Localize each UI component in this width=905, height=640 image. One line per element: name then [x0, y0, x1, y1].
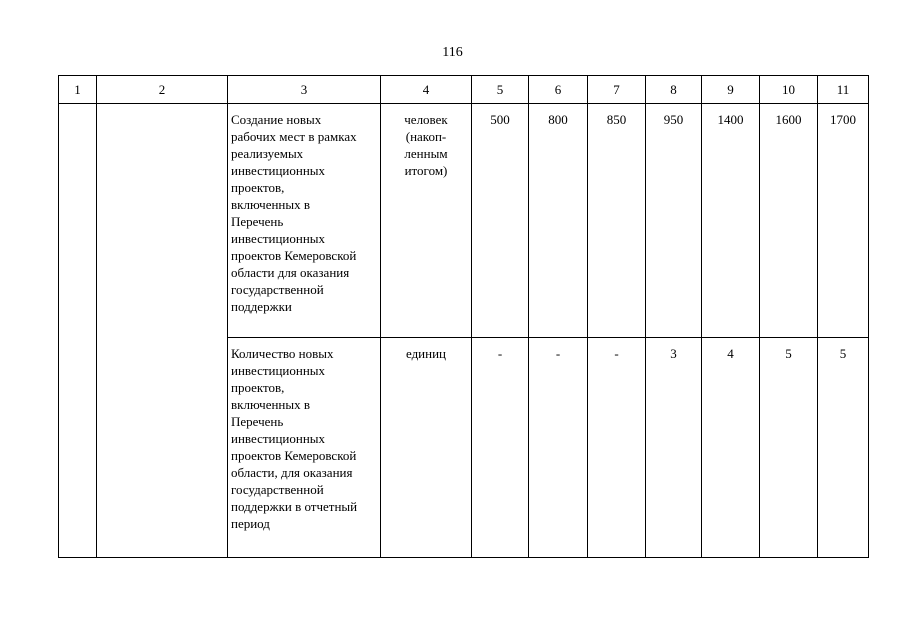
- column-header: 7: [588, 76, 646, 104]
- table-row: [59, 104, 869, 338]
- value-cell: -: [588, 338, 646, 558]
- column-header: 6: [529, 76, 588, 104]
- value-cell: 950: [646, 104, 702, 338]
- indicator-unit: единиц: [381, 338, 472, 558]
- column-header: 3: [228, 76, 381, 104]
- value-cell: -: [529, 338, 588, 558]
- column-header: 2: [97, 76, 228, 104]
- empty-cell-col2: [97, 104, 228, 558]
- value-cell: 1400: [702, 104, 760, 338]
- indicator-description: Количество новых инвестиционных проектов, включенных в Перечень инвестиционных проектов Кемеровской области, для оказания государственной поддержки в отчетный период: [228, 338, 381, 558]
- column-header: 10: [760, 76, 818, 104]
- indicator-description: Создание новых рабочих мест в рамках реализуемых инвестиционных проектов, включенных в Перечень инвестиционных проектов Кемеровской области для оказания государственной поддержки: [228, 104, 381, 338]
- column-header: 11: [818, 76, 869, 104]
- value-cell: 4: [702, 338, 760, 558]
- value-cell: 5: [760, 338, 818, 558]
- value-cell: 500: [472, 104, 529, 338]
- value-cell: 1600: [760, 104, 818, 338]
- empty-cell-col1: [59, 104, 97, 558]
- indicator-table: [58, 75, 869, 558]
- value-cell: 5: [818, 338, 869, 558]
- header-row: [59, 76, 869, 104]
- column-header: 1: [59, 76, 97, 104]
- value-cell: 3: [646, 338, 702, 558]
- column-header: 9: [702, 76, 760, 104]
- page-number: 116: [442, 45, 463, 60]
- column-header: 4: [381, 76, 472, 104]
- value-cell: 1700: [818, 104, 869, 338]
- value-cell: 850: [588, 104, 646, 338]
- indicator-unit: человек (накоп- ленным итогом): [381, 104, 472, 338]
- column-header: 5: [472, 76, 529, 104]
- value-cell: -: [472, 338, 529, 558]
- column-header: 8: [646, 76, 702, 104]
- value-cell: 800: [529, 104, 588, 338]
